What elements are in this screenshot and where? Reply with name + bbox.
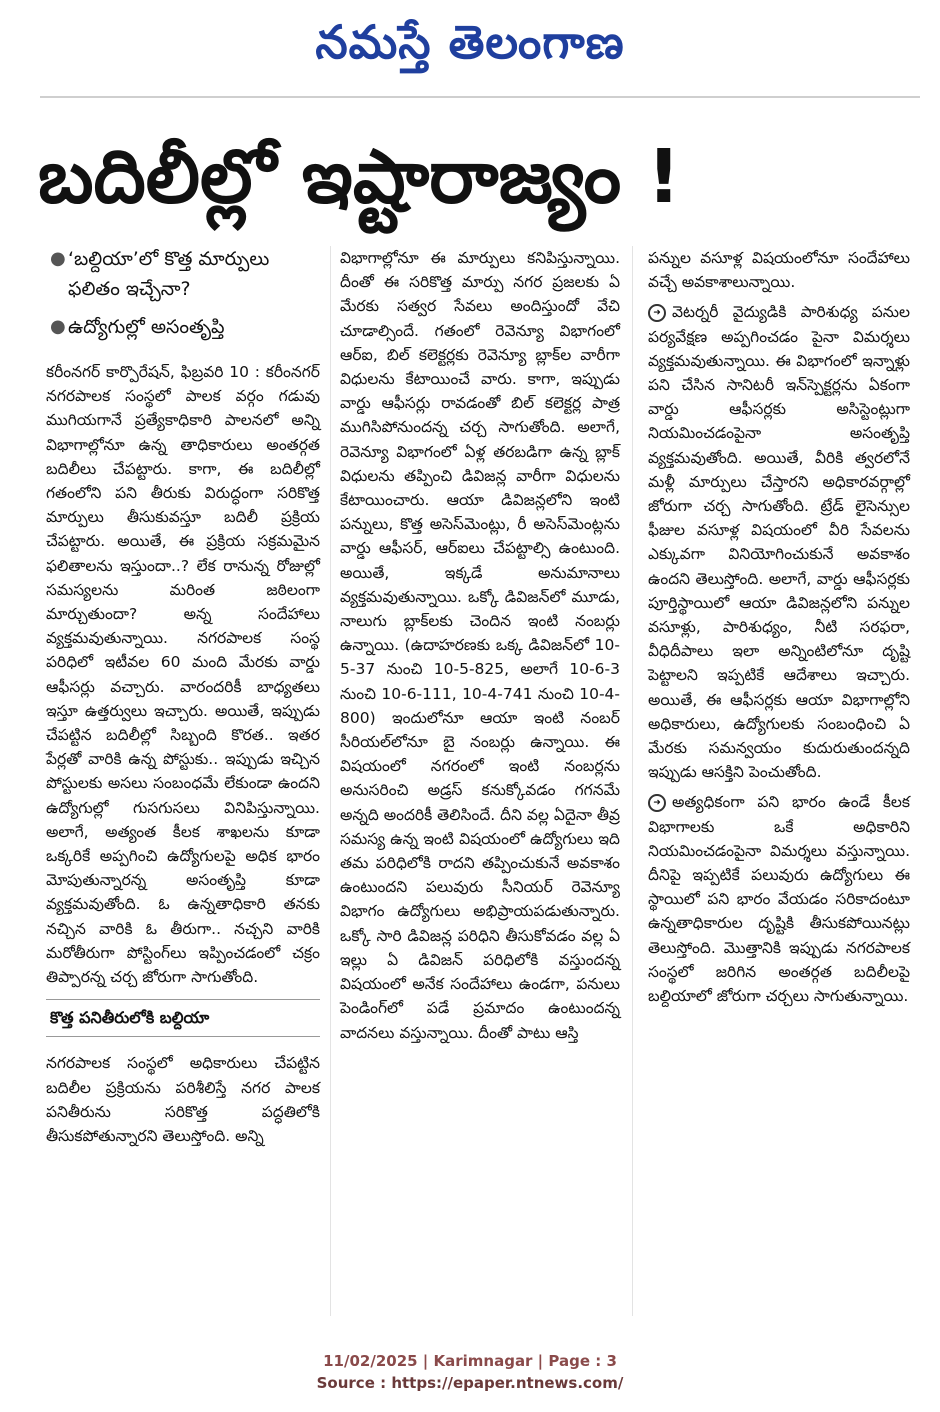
column-divider bbox=[330, 246, 331, 1316]
highlight-text: ఉద్యోగుల్లో అసంతృప్తి bbox=[68, 316, 225, 338]
article-paragraph: విభాగాల్లోనూ ఈ మార్పులు కనిపిస్తున్నాయి. దీంతో ఈ సరికొత్త మార్పు నగర ప్రజలకు ఏ మేరకు సత్వర సేవలు అందిస్తుందో వేచి చూడాల్సిందే. గతంలో రెవెన్యూ విభాగంలో ఆర్ఐ, బిల్ కలెక్టర్లకు రెవెన్యూ బ్లాక్‌ల వారీగా విధులను కేటాయించే వారు. కాగా, ఇప్పుడు వార్డు ఆఫీసర్లు రావడంతో బిల్ కలెక్టర్ల పాత్ర ముగిసిపోనుందన్న చర్చ సాగుతోంది. అలాగే, రెవెన్యూ విభాగంలో ఏళ్ల తరబడిగా ఉన్న బ్లాక్ విధులను తప్పించి డివిజన్ల వారీగా విధులను కేటాయించారు. ఆయా డివిజన్లలోని ఇంటి పన్నులు, కొత్త అసెస్‌మెంట్లు, రీ అసెస్‌మెంట్లను వార్డు ఆఫీసర్, ఆర్ఐలు చేపట్టాల్సి ఉంటుంది. అయితే, ఇక్కడే అనుమానాలు వ్యక్తమవుతున్నాయి. ఒక్కో డివిజన్‌లో మూడు, నాలుగు బ్లాక్‌లకు చెందిన ఇంటి నంబర్లు ఉన్నాయి. (ఉదాహరణకు ఒక్క డివిజన్‌లో 10-5-37 నుంచి 10-5-825, అలాగే 10-6-3 నుంచి 10-6-111, 10-4-741 నుంచి 10-4-800) ఇందులోనూ ఆయా ఇంటి నంబర్ సీరియల్‌లోనూ బై నంబర్లు ఉన్నాయి. ఈ విషయంలో నగరంలో ఇంటి నంబర్లను అనుసరించి అడ్రస్ కనుక్కోవడం గగనమే అన్నది అందరికీ తెలిసిందే. దీని వల్ల ఏదైనా తీవ్ర సమస్య ఉన్న ఇంటి విషయంలో ఉద్యోగులు ఇది తమ పరిధిలోకి రాదని తప్పించుకునే అవకాశం ఉంటుందని పలువురు సీనియర్ రెవెన్యూ విభాగం ఉద్యోగులు అభిప్రాయపడుతున్నారు. ఒక్కో సారి డివిజన్ల పరిధిని తీసుకోవడం వల్ల ఏ ఇల్లు ఏ డివిజన్ పరిధిలోకి వస్తుందన్న విషయంలో అనేక సందేహాలు ఉండగా, పనులు పెండింగ్‌లో పడే ప్రమాదం ఉంటుందన్న వాదనలు వస్తున్నాయి. దీంతో పాటు ఆస్తి bbox=[340, 249, 620, 1042]
article-headline: బదిలీల్లో ఇష్టారాజ్యం ! bbox=[38, 134, 681, 220]
masthead-divider bbox=[40, 96, 920, 98]
article-column-3 bbox=[648, 246, 910, 1008]
bullet-icon: ● bbox=[50, 316, 66, 337]
highlight-item bbox=[46, 312, 318, 342]
article-paragraph: పన్నుల వసూళ్ల విషయంలోనూ సందేహాలు వచ్చే అవకాశాలున్నాయి. bbox=[648, 249, 910, 292]
footer-source-link[interactable]: Source : https://epaper.ntnews.com/ bbox=[316, 1374, 624, 1392]
arrow-right-icon: ➜ bbox=[648, 794, 666, 812]
article-column-2 bbox=[340, 246, 620, 1045]
paragraph-text: వెటర్నరీ వైద్యుడికి పారిశుధ్య పనుల పర్యవేక్షణ అప్పగించడం పైనా విమర్శలు వ్యక్తమవుతున్నాయి. ఈ విభాగంలో ఇన్నాళ్లు పని చేసిన సానిటరీ ఇన్‌స్పెక్టర్లను ఏకంగా వార్డు ఆఫీసర్లకు అసిస్టెంట్లుగా నియమించడంపైనా అసంతృప్తి వ్యక్తమవుతోంది. అయితే, వీరికి త్వరలోనే మళ్లీ మార్పులు చేస్తారని అధికారవర్గాల్లో జోరుగా చర్చ సాగుతోంది. ట్రేడ్ లైసెన్సుల ఫీజుల వసూళ్ల విషయంలో వీరి సేవలను ఎక్కువగా వినియోగించుకునే అవకాశం ఉందని తెలుస్తోంది. అలాగే, వార్డు ఆఫీసర్లకు పూర్తిస్థాయిలో ఆయా డివిజన్లలోని పన్నుల వసూళ్లు, పారిశుధ్యం, నీటి సరఫరా, వీధిదీపాలు ఇలా అన్నింటిలోనూ దృష్టి పెట్టాలని ఇప్పటికే ఆదేశాలు ఇచ్చారు. అయితే, ఈ ఆఫీసర్లకు ఆయా విభాగాల్లోని అధికారులు, ఉద్యోగులకు సంబంధించి ఏ మేరకు సమన్వయం కుదురుతుందన్నది ఇప్పుడు ఆసక్తిని పెంచుతోంది. bbox=[648, 303, 910, 782]
article-column-1 bbox=[46, 360, 320, 1148]
highlight-text: ‘బల్దియా’లో కొత్త మార్పులు ఫలితం ఇచ్చేనా? bbox=[68, 248, 270, 300]
article-paragraph: నగరపాలక సంస్థలో అధికారులు చేపట్టిన బదిలీల ప్రక్రియను పరిశీలిస్తే నగర పాలక పనితీరును సరికొత్త పద్ధతిలోకి తీసుకపోతున్నారని తెలుస్తోంది. అన్ని bbox=[46, 1054, 320, 1146]
bullet-icon: ● bbox=[50, 248, 66, 269]
paragraph-text: అత్యధికంగా పని భారం ఉండే కీలక విభాగాలకు ఒకే అధికారిని నియమించడంపైనా విమర్శలు వస్తున్నాయి. దీనిపై ఇప్పటికే పలువురు ఉద్యోగులు ఈ స్థాయిలో పని భారం వేయడం సరికాదంటూ ఉన్నతాధికారుల దృష్టికి తీసుకపోయినట్లు తెలుస్తోంది. మొత్తానికి ఇప్పుడు నగరపాలక సంస్థలో జరిగిన అంతర్గత బదిలీలపై బల్దియాలో జోరుగా చర్చలు సాగుతున్నాయి. bbox=[648, 793, 910, 1006]
column-divider bbox=[632, 246, 633, 1316]
article-paragraph bbox=[648, 300, 910, 784]
footer-date-edition: 11/02/2025 | Karimnagar | Page : 3 bbox=[323, 1352, 617, 1370]
article-paragraph: కరీంనగర్ కార్పొరేషన్, ఫిబ్రవరి 10 : కరీంనగర్ నగరపాలక సంస్థలో పాలక వర్గం గడువు ముగియగానే ప్రత్యేకాధికారి పాలనలో అన్ని విభాగాల్లోనూ ఉన్న తాధికారులు అంతర్గత బదిలీలు చేపట్టారు. కాగా, ఈ బదిలీల్లో గతంలోని పని తీరుకు విరుద్ధంగా సరికొత్త మార్పులు తీసుకువస్తూ బదిలీ ప్రక్రియ చేపట్టారు. అయితే, ఈ ప్రక్రియ సక్రమమైన ఫలితాలను ఇస్తుందా..? లేక రానున్న రోజుల్లో సమస్యలను మరింత జఠిలంగా మార్చుతుందా? అన్న సందేహాలు వ్యక్తమవుతున్నాయి. నగరపాలక సంస్థ పరిధిలో ఇటీవల 60 మంది మేరకు వార్డు ఆఫీసర్లు వచ్చారు. వారందరికీ బాధ్యతలు ఇస్తూ ఉత్తర్వులు ఇచ్చారు. అయితే, ఇప్పుడు చేపట్టిన బదిలీల్లో సిబ్బంది కొరత.. ఇతర పేర్లతో వారికి ఉన్న పోస్టుకు.. ఇప్పుడు ఇచ్చిన పోస్టులకు అసలు సంబంధమే లేకుండా ఉందని ఉద్యోగుల్లో గుసగుసలు వినిపిస్తున్నాయి. అలాగే, అత్యంత కీలక శాఖలను కూడా ఒక్కరికే అప్పగించి ఉద్యోగులపై అధిక భారం మోపుతున్నారన్న అసంతృప్తి కూడా వ్యక్తమవుతోంది. ఓ ఉన్నతాధికారి తనకు నచ్చిన వారికి ఓ తీరుగా.. నచ్చని వారికి మరోతీరుగా పోస్టింగ్‌లు ఇప్పించడంలో చక్రం తిప్పారన్న చర్చ జోరుగా సాగుతోంది. bbox=[46, 363, 320, 987]
article-subheading: కొత్త పనితీరులోకి బల్దియా bbox=[46, 999, 320, 1037]
highlights-box bbox=[46, 244, 318, 342]
highlight-item bbox=[46, 244, 318, 304]
arrow-right-icon: ➜ bbox=[648, 304, 666, 322]
newspaper-masthead: నమస్తే తెలంగాణ bbox=[315, 15, 625, 69]
article-paragraph bbox=[648, 790, 910, 1008]
